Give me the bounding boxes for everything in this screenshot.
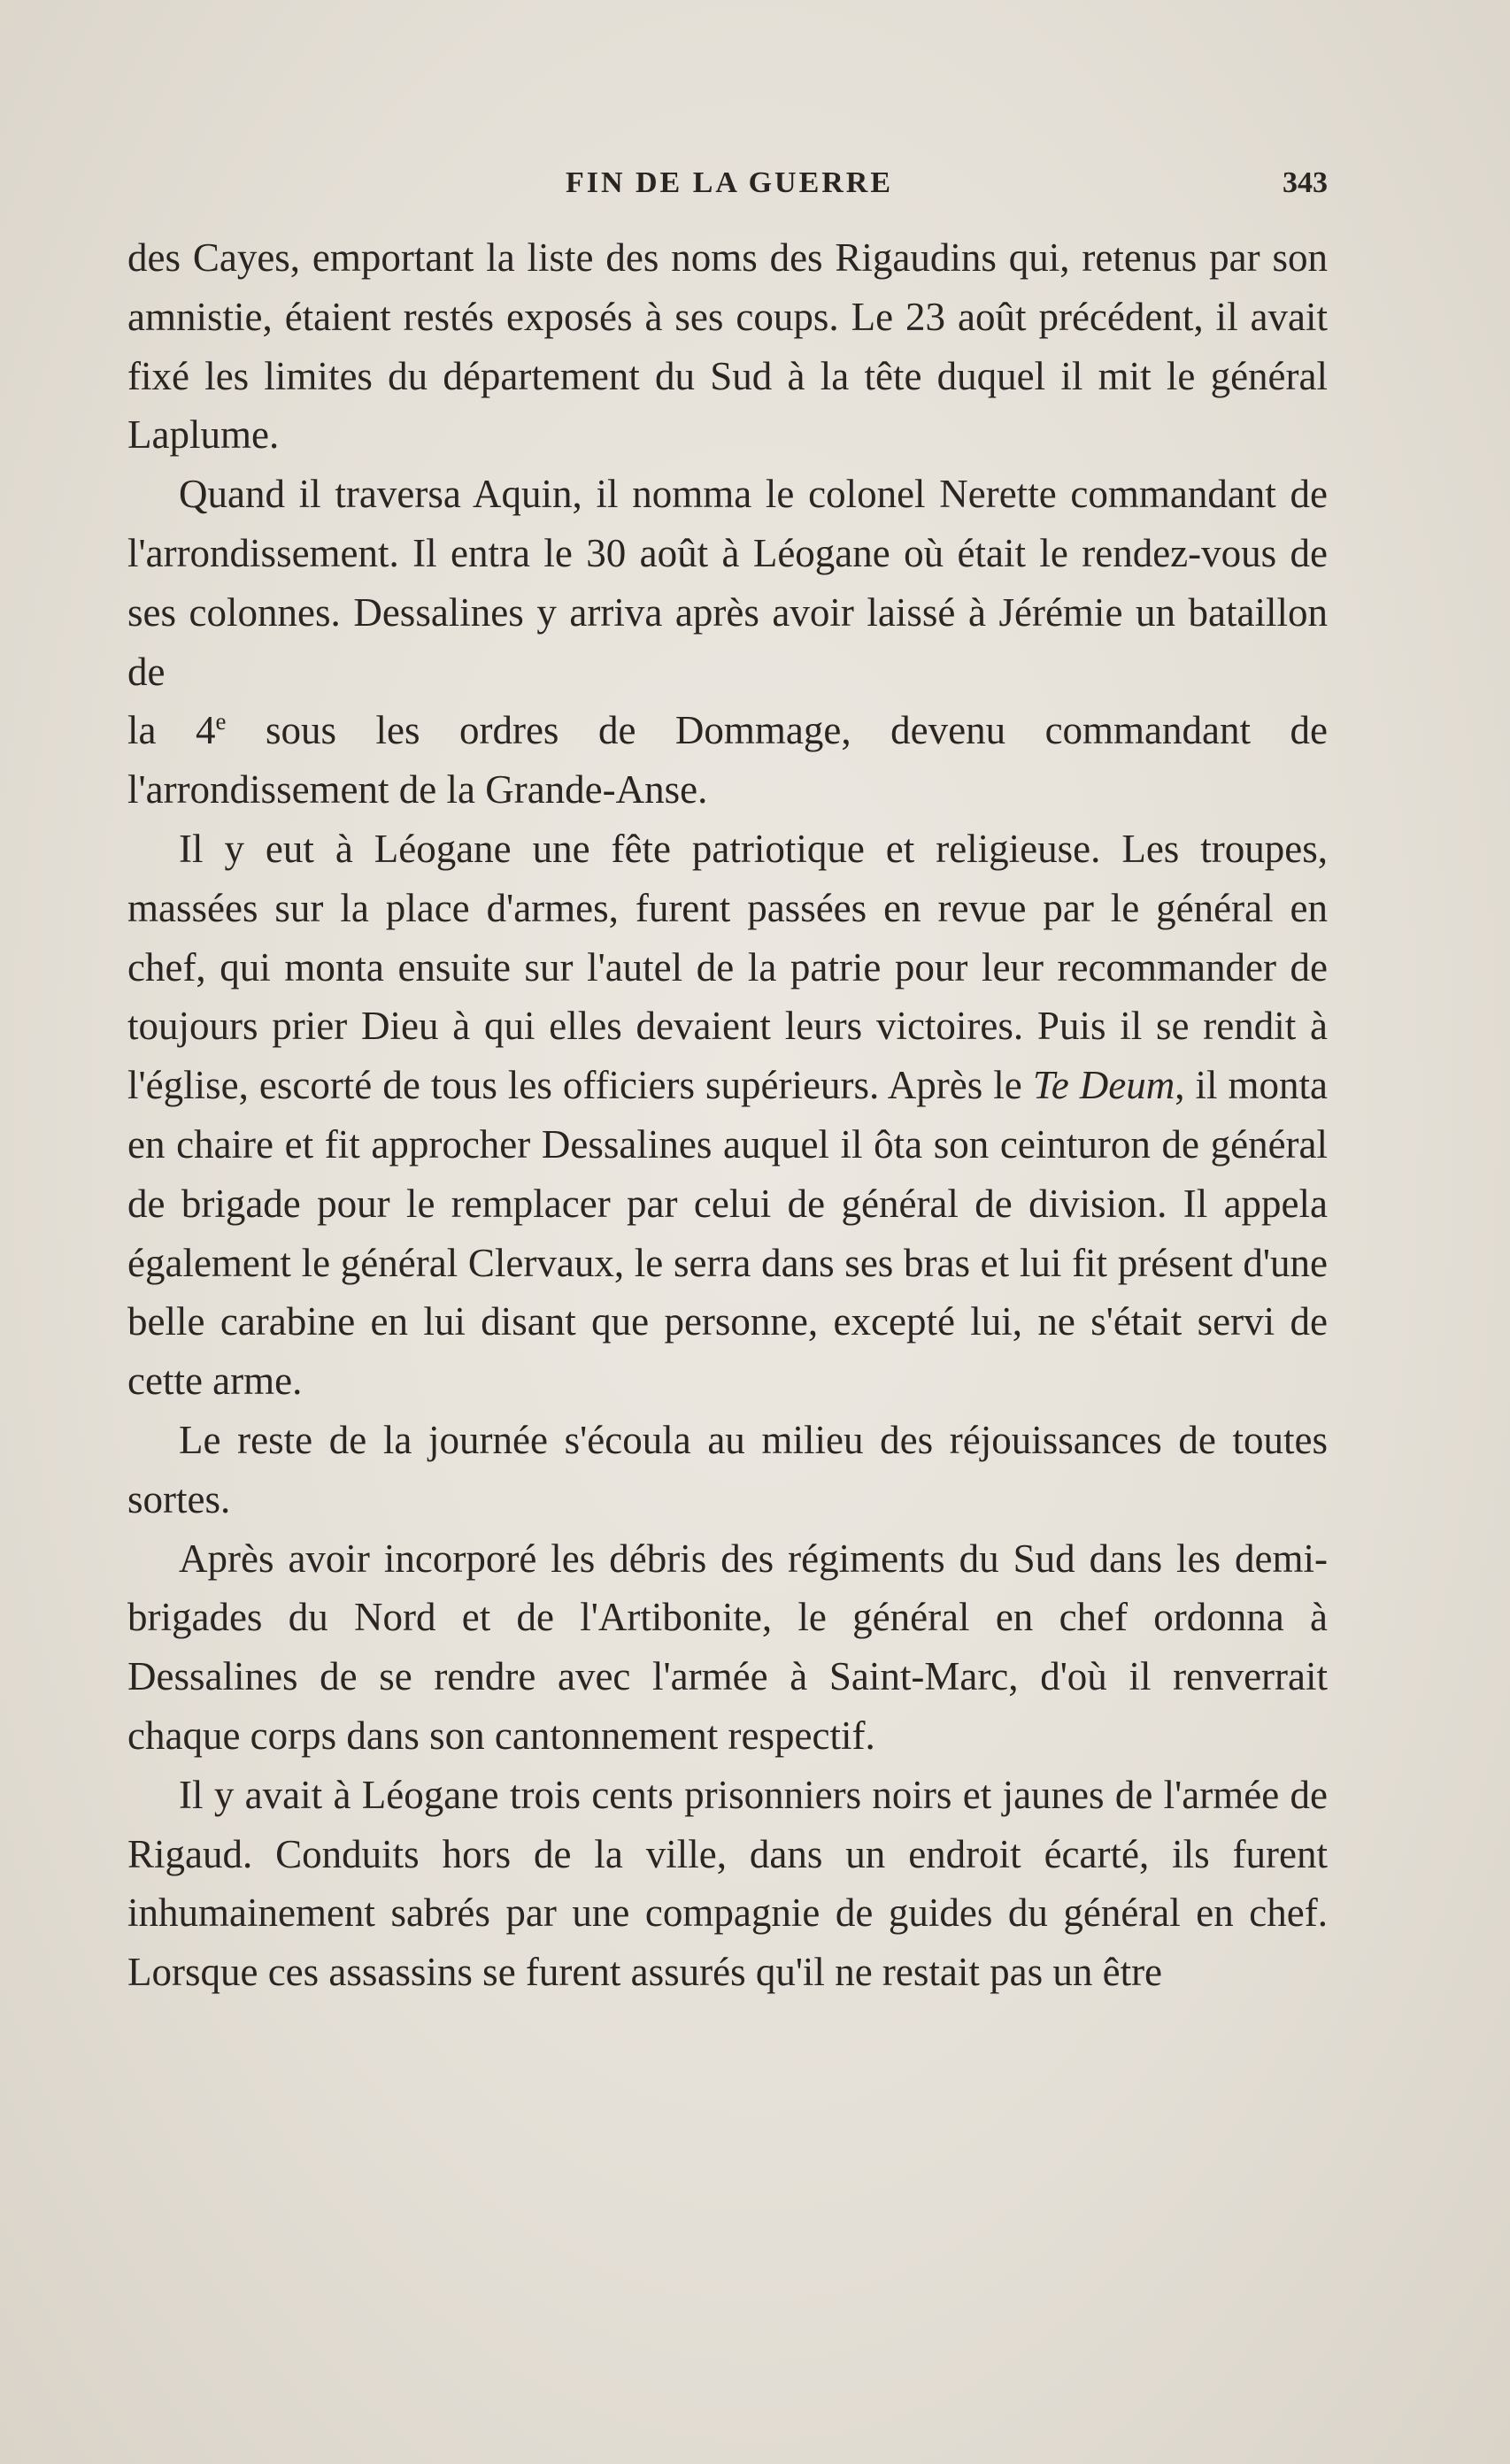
paragraph-5: Après avoir incorporé les débris des régiments du Sud dans les demi-brigades du Nord et de l'Artibonite, le général en chef ordonna à Dessalines de se rendre avec l'armée à Saint-Marc, d'où il renverrait chaque corps dans son cantonnement respectif. <box>127 1536 1328 1758</box>
te-deum-italic: Te Deum <box>1032 1063 1175 1108</box>
paragraph-6: Il y avait à Léogane trois cents prisonniers noirs et jaunes de l'armée de Rigaud. Conduits hors de la ville, dans un endroit écarté, ils furent inhumainement sabrés par une compagnie de guides du général en chef. Lorsque ces assassins se furent assurés qu'il ne restait pas un être <box>127 1772 1328 1995</box>
running-title: FIN DE LA GUERRE <box>565 166 894 199</box>
page-header <box>131 161 1328 205</box>
ordinal-superscript: e <box>215 708 227 735</box>
paragraph-3-pre: Il y eut à Léogane une fête patriotique et religieuse. Les troupes, massées sur la place d'armes, furent passées en revue par le général en chef, qui monta ensuite sur l'autel de la patrie pour leur recommander de toujours prier Dieu à qui elles devaient leurs victoires. Puis il se rendit à l'église, escorté de tous les officiers supérieurs. Après le <box>127 826 1328 1108</box>
paragraph-2-continued-post: sous les ordres de Dommage, devenu commandant de l'arrondissement de la Grande-Anse. <box>127 708 1328 812</box>
paragraph-3 <box>127 820 1328 1411</box>
paragraph-2-continued-pre: la 4 <box>127 708 216 753</box>
paragraph-4: Le reste de la journée s'écoula au milieu des réjouissances de toutes sortes. <box>127 1417 1328 1521</box>
paragraph-1: des Cayes, emportant la liste des noms des Rigaudins qui, retenus par son amnistie, étaient restés exposés à ses coups. Le 23 août précédent, il avait fixé les limites du département du Sud à la tête duquel il mit le général Laplume. <box>127 235 1328 458</box>
body-text <box>127 228 1328 2002</box>
paragraph-3-post: , il monta en chaire et fit approcher Dessalines auquel il ôta son ceinturon de général de brigade pour le remplacer par celui de général de division. Il appela également le général Clervaux, le serra dans ses bras et lui fit présent d'une belle carabine en lui disant que personne, excepté lui, ne s'était servi de cette arme. <box>127 1063 1328 1404</box>
paragraph-2-continued <box>127 701 1328 820</box>
paragraph-2: Quand il traversa Aquin, il nomma le colonel Nerette commandant de l'arrondissement. Il entra le 30 août à Léogane où était le rendez-vous de ses colonnes. Dessalines y arriva après avoir laissé à Jérémie un bataillon de <box>127 472 1328 694</box>
page-number: 343 <box>1283 166 1328 199</box>
